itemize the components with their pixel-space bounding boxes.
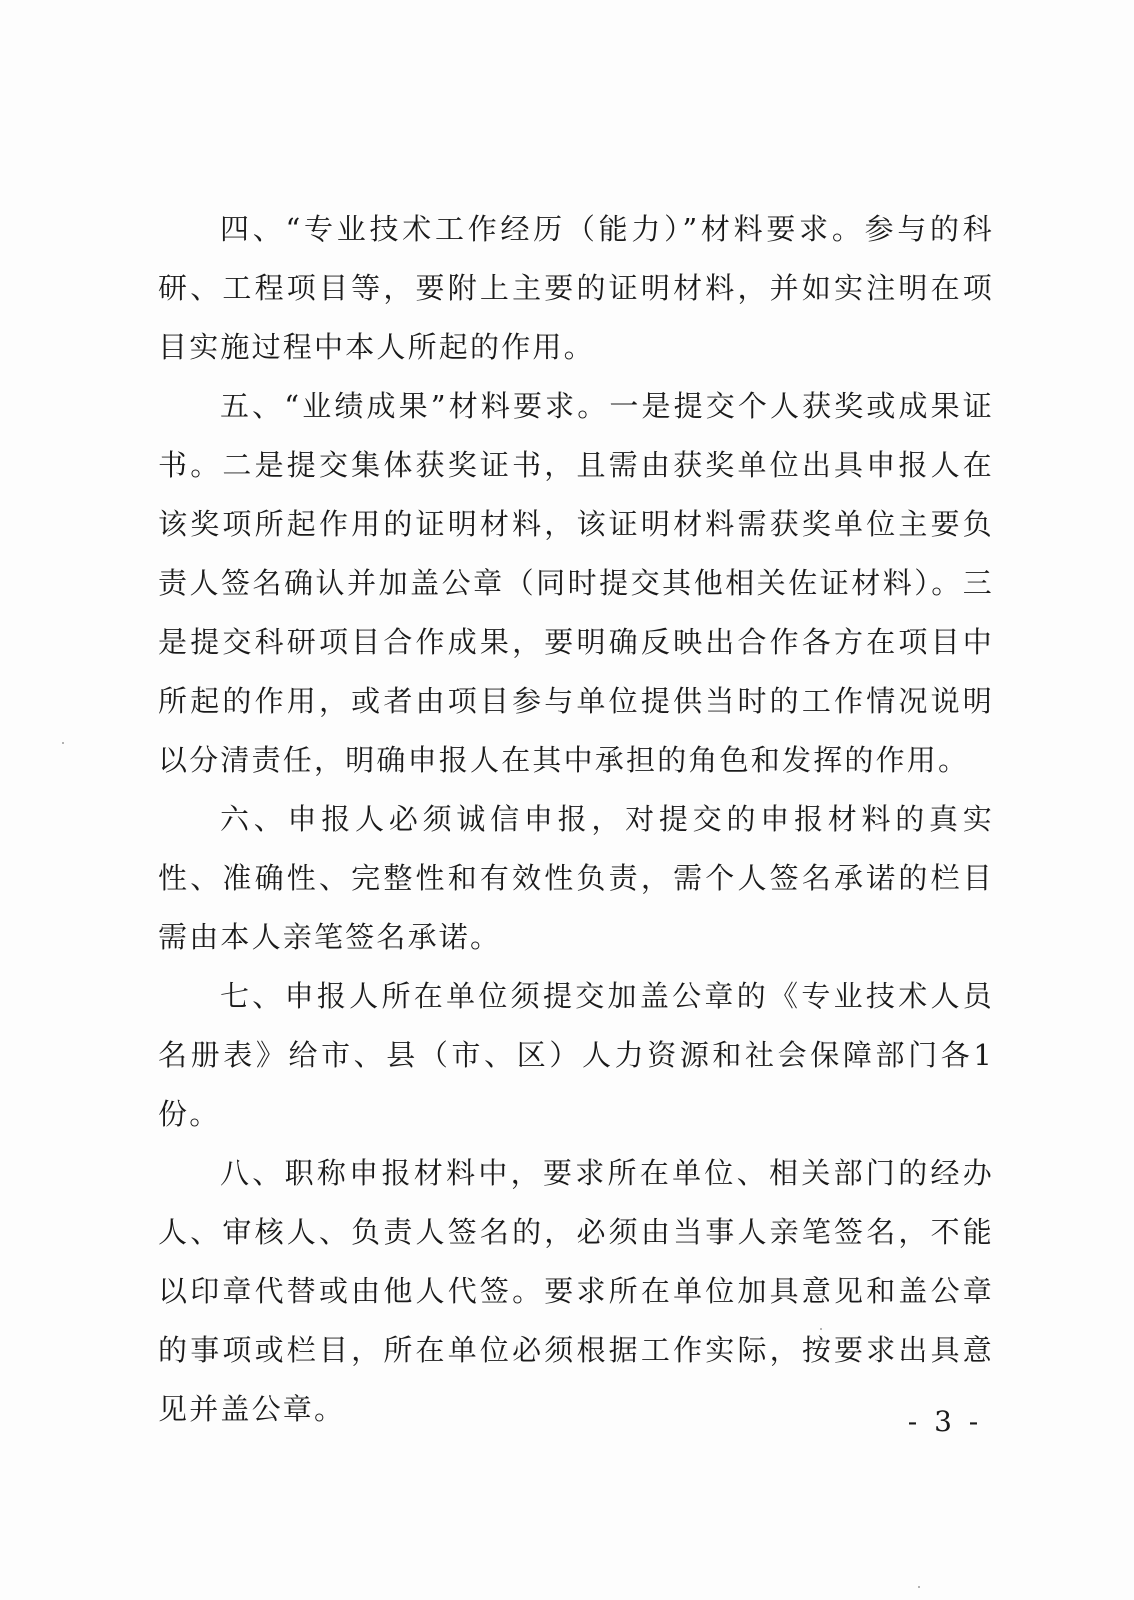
paragraph-6-integrity: 六、申报人必须诚信申报，对提交的申报材料的真实性、准确性、完整性和有效性负责，需个人签名承诺的栏目需由本人亲笔签名承诺。: [158, 802, 994, 954]
scan-speck: [62, 742, 64, 744]
paragraph-7-roster: 七、申报人所在单位须提交加盖公章的《专业技术人员名册表》给市、县（市、区）人力资源和社会保障部门各1份。: [158, 979, 994, 1131]
page-number: - 3 -: [907, 1405, 983, 1438]
scan-speck: [918, 1586, 920, 1588]
paragraph-5-materials-achievements: 五、“业绩成果”材料要求。一是提交个人获奖或成果证书。二是提交集体获奖证书，且需由获奖单位出具申报人在该奖项所起作用的证明材料，该证明材料需获奖单位主要负责人签名确认并加盖公章（同时提交其他相关佐证材料）。三是提交科研项目合作成果，要明确反映出合作各方在项目中所起的作用，或者由项目参与单位提供当时的工作情况说明以分清责任，明确申报人在其中承担的角色和发挥的作用。: [158, 389, 994, 777]
document-body: [158, 200, 994, 1439]
scan-speck: [820, 1328, 822, 1330]
paragraph-4-materials-experience: 四、“专业技术工作经历（能力）”材料要求。参与的科研、工程项目等，要附上主要的证明材料，并如实注明在项目实施过程中本人所起的作用。: [158, 212, 994, 364]
paragraph-8-signatures: 八、职称申报材料中，要求所在单位、相关部门的经办人、审核人、负责人签名的，必须由当事人亲笔签名，不能以印章代替或由他人代签。要求所在单位加具意见和盖公章的事项或栏目，所在单位必须根据工作实际，按要求出具意见并盖公章。: [158, 1156, 994, 1426]
